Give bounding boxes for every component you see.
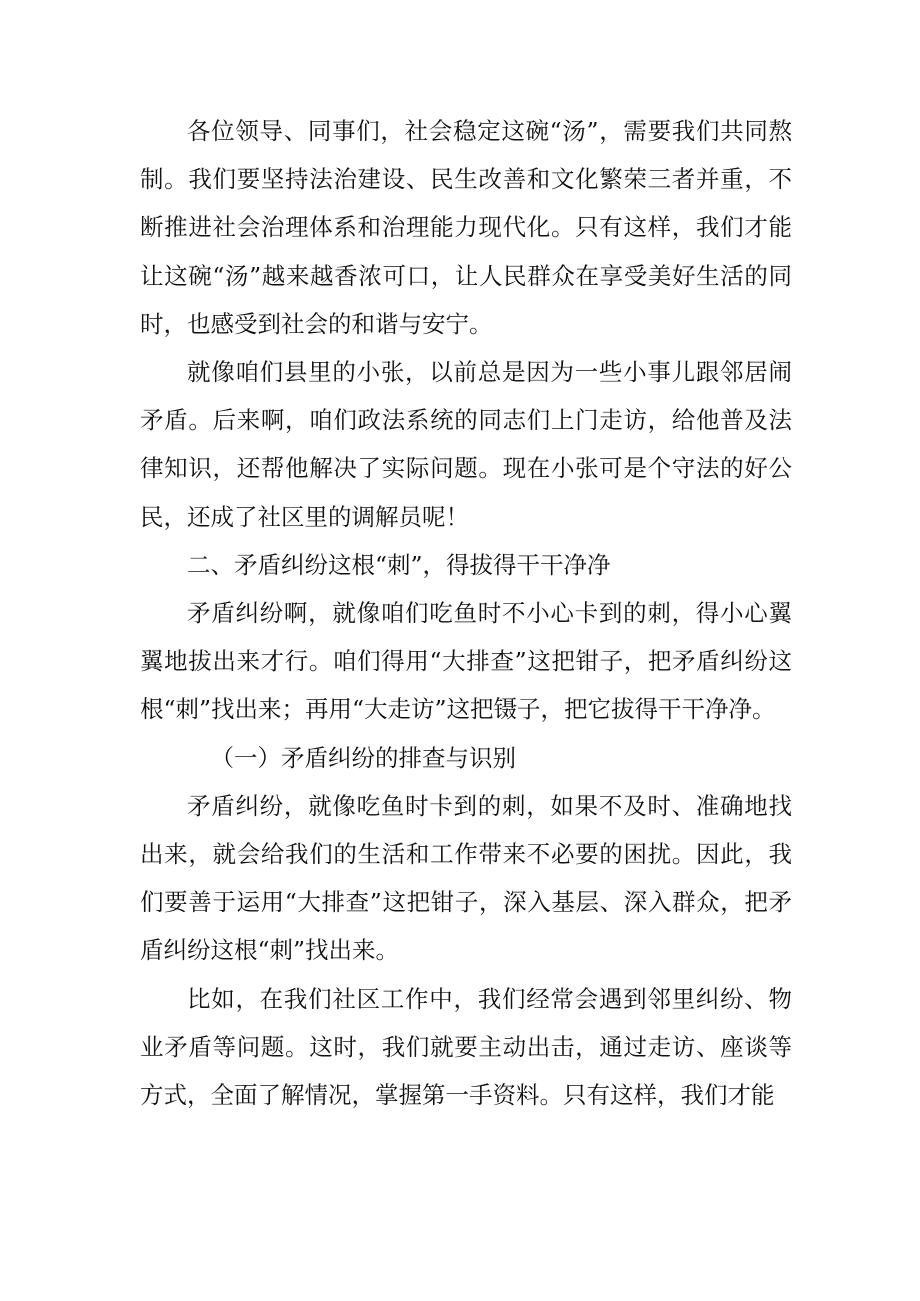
section-heading-2: 二、矛盾纠纷这根“刺”，得拔得干干净净 [187,550,611,579]
paragraph-section-2-intro: 矛盾纠纷啊，就像咱们吃鱼时不小心卡到的刺，得小心翼翼地拔出来才行。咱们得用“大排查”这把钳子，把矛盾纠纷这根“刺”找出来；再用“大走访”这把镊子，把它拔得干干净净。 [140,599,792,724]
paragraph-intro: 各位领导、同事们，社会稳定这碗“汤”，需要我们共同熬制。我们要坚持法治建设、民生改善和文化繁荣三者并重，不断推进社会治理体系和治理能力现代化。只有这样，我们才能让这碗“汤”越来越香浓可口，让人民群众在享受美好生活的同时，也感受到社会的和谐与安宁。 [140,117,792,338]
document-page [140,107,792,1119]
paragraph-subsection-1: 矛盾纠纷，就像吃鱼时卡到的刺，如果不及时、准确地找出来，就会给我们的生活和工作带来不必要的困扰。因此，我们要善于运用“大排查”这把钳子，深入基层、深入群众，把矛盾纠纷这根“刺”找出来。 [140,791,792,965]
paragraph-example-xiaozhang: 就像咱们县里的小张，以前总是因为一些小事儿跟邻居闹矛盾。后来啊，咱们政法系统的同志们上门走访，给他普及法律知识，还帮他解决了实际问题。现在小张可是个守法的好公民，还成了社区里的调解员呢！ [140,358,792,531]
paragraph-community-example: 比如，在我们社区工作中，我们经常会遇到邻里纠纷、物业矛盾等问题。这时，我们就要主动出击，通过走访、座谈等方式，全面了解情况，掌握第一手资料。只有这样，我们才能 [140,984,792,1110]
subsection-heading-1: （一）矛盾纠纷的排查与识别 [210,743,516,772]
